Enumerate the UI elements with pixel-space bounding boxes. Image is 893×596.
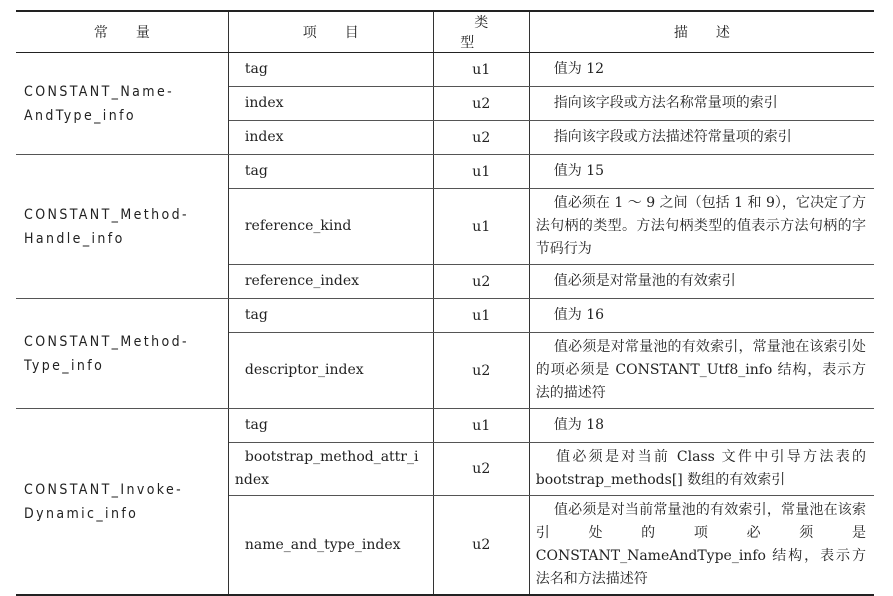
header-item: 项目 bbox=[228, 11, 433, 53]
description-cell: 值为 15 bbox=[529, 155, 874, 189]
description-cell: 指向该字段或方法描述符常量项的索引 bbox=[529, 121, 874, 155]
item-cell: name_and_type_index bbox=[228, 496, 433, 596]
type-cell: u2 bbox=[433, 496, 529, 596]
constant-name-cell: CONSTANT_Method-Handle_info bbox=[16, 155, 228, 299]
type-cell: u1 bbox=[433, 155, 529, 189]
header-description: 描述 bbox=[529, 11, 874, 53]
item-cell: reference_kind bbox=[228, 189, 433, 265]
constant-table-container bbox=[16, 10, 874, 596]
type-cell: u2 bbox=[433, 333, 529, 409]
type-cell: u2 bbox=[433, 87, 529, 121]
item-cell: tag bbox=[228, 155, 433, 189]
description-cell: 值必须是对当前 Class 文件中引导方法表的 bootstrap_methods[] 数组的有效索引 bbox=[529, 443, 874, 496]
item-cell: tag bbox=[228, 409, 433, 443]
type-cell: u1 bbox=[433, 299, 529, 333]
type-cell: u1 bbox=[433, 53, 529, 87]
description-cell: 指向该字段或方法名称常量项的索引 bbox=[529, 87, 874, 121]
description-cell: 值为 12 bbox=[529, 53, 874, 87]
table-row bbox=[16, 409, 874, 443]
constant-name-cell: CONSTANT_Invoke-Dynamic_info bbox=[16, 409, 228, 596]
description-cell: 值为 16 bbox=[529, 299, 874, 333]
table-row bbox=[16, 299, 874, 333]
type-cell: u1 bbox=[433, 409, 529, 443]
item-cell: tag bbox=[228, 299, 433, 333]
type-cell: u2 bbox=[433, 121, 529, 155]
item-cell: bootstrap_method_attr_index bbox=[228, 443, 433, 496]
item-cell: index bbox=[228, 87, 433, 121]
type-cell: u2 bbox=[433, 443, 529, 496]
header-type: 类型 bbox=[433, 11, 529, 53]
description-cell: 值必须是对常量池的有效索引，常量池在该索引处的项必须是 CONSTANT_Utf8_info 结构，表示方法的描述符 bbox=[529, 333, 874, 409]
constant-name-cell: CONSTANT_Method-Type_info bbox=[16, 299, 228, 409]
constant-pool-table bbox=[16, 10, 874, 596]
type-cell: u2 bbox=[433, 265, 529, 299]
item-cell: reference_index bbox=[228, 265, 433, 299]
description-cell: 值必须是对常量池的有效索引 bbox=[529, 265, 874, 299]
description-cell: 值必须是对当前常量池的有效索引，常量池在该索引处的项必须是 CONSTANT_NameAndType_info 结构，表示方法名和方法描述符 bbox=[529, 496, 874, 596]
table-row bbox=[16, 53, 874, 87]
item-cell: descriptor_index bbox=[228, 333, 433, 409]
item-cell: tag bbox=[228, 53, 433, 87]
constant-name-cell: CONSTANT_Name-AndType_info bbox=[16, 53, 228, 155]
item-cell: index bbox=[228, 121, 433, 155]
description-cell: 值必须在 1 ～ 9 之间（包括 1 和 9），它决定了方法句柄的类型。方法句柄类型的值表示方法句柄的字节码行为 bbox=[529, 189, 874, 265]
table-row bbox=[16, 155, 874, 189]
type-cell: u1 bbox=[433, 189, 529, 265]
table-header-row bbox=[16, 11, 874, 53]
description-cell: 值为 18 bbox=[529, 409, 874, 443]
header-constant: 常量 bbox=[16, 11, 228, 53]
